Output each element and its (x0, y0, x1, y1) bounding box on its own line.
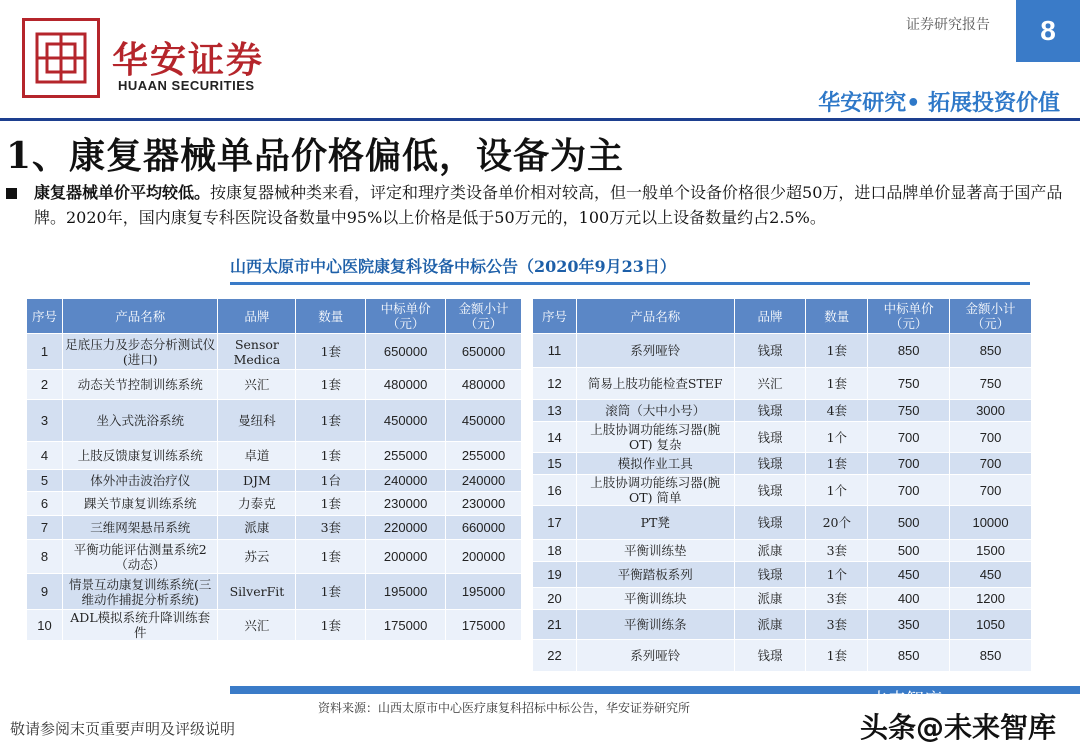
table-cell: 200000 (366, 540, 446, 574)
table-cell: 230000 (366, 492, 446, 516)
column-header: 产品名称 (576, 299, 734, 334)
watermark-main: 头条@未来智库 (860, 711, 1057, 744)
table-row (27, 442, 522, 470)
table-cell: 3 (27, 400, 63, 442)
table-cell: 钱璟 (734, 422, 806, 453)
table-cell: 350 (868, 610, 950, 640)
table-cell: 系列哑铃 (576, 334, 734, 368)
table-cell: 700 (950, 422, 1032, 453)
table-cell: 派康 (734, 588, 806, 610)
bottom-accent-bar (230, 686, 1080, 694)
column-header: 品牌 (218, 299, 296, 334)
table-cell: 平衡功能评估测量系统2（动态） (62, 540, 218, 574)
page-title: 1、康复器械单品价格偏低，设备为主 (6, 135, 625, 177)
table-cell: 平衡训练块 (576, 588, 734, 610)
table-cell: 简易上肢功能检查STEF (576, 368, 734, 400)
table-row (533, 562, 1032, 588)
table-cell: 480000 (366, 370, 446, 400)
table-cell: 体外冲击波治疗仪 (62, 470, 218, 492)
table-cell: 派康 (218, 516, 296, 540)
table-cell: 18 (533, 540, 577, 562)
disclaimer-link[interactable]: 敬请参阅末页重要声明及评级说明 (10, 720, 236, 738)
table-row (533, 540, 1032, 562)
table-cell: 情景互动康复训练系统(三维动作捕捉分析系统) (62, 574, 218, 610)
table-cell: 750 (868, 368, 950, 400)
table-cell: 500 (868, 540, 950, 562)
table-cell: 14 (533, 422, 577, 453)
table-cell: 175000 (366, 610, 446, 641)
table-cell: 22 (533, 640, 577, 672)
table-cell: 上肢反馈康复训练系统 (62, 442, 218, 470)
column-header: 中标单价（元） (366, 299, 446, 334)
table-cell: 750 (950, 368, 1032, 400)
table-cell: 兴汇 (734, 368, 806, 400)
table-cell: 15 (533, 453, 577, 475)
table-cell: 12 (533, 368, 577, 400)
table-cell: 255000 (446, 442, 522, 470)
table-cell: 21 (533, 610, 577, 640)
table-row (533, 640, 1032, 672)
table-cell: 195000 (366, 574, 446, 610)
table-cell: 700 (868, 453, 950, 475)
logo-name-cn: 华安证券 (112, 39, 265, 81)
table-cell: 1套 (296, 442, 366, 470)
caption-underline (230, 282, 1030, 285)
table-row (533, 334, 1032, 368)
table-cell: 650000 (366, 334, 446, 370)
column-header: 中标单价（元） (868, 299, 950, 334)
table-cell: 1套 (296, 574, 366, 610)
table-cell: 踝关节康复训练系统 (62, 492, 218, 516)
table-row (27, 492, 522, 516)
table-cell: PT凳 (576, 506, 734, 540)
column-header: 金额小计（元） (950, 299, 1032, 334)
table-cell: 8 (27, 540, 63, 574)
logo-name-en: HUAAN SECURITIES (118, 78, 255, 93)
table-cell: 1套 (296, 334, 366, 370)
table-cell: 700 (950, 475, 1032, 506)
table-cell: 兴汇 (218, 610, 296, 641)
table-cell: 650000 (446, 334, 522, 370)
table-cell: 450 (950, 562, 1032, 588)
table-cell: 1套 (296, 492, 366, 516)
table-cell: 滚筒（大中小号） (576, 400, 734, 422)
table-cell: 1200 (950, 588, 1032, 610)
table-cell: 1500 (950, 540, 1032, 562)
table-cell: 3套 (806, 610, 868, 640)
column-header: 产品名称 (62, 299, 218, 334)
summary-paragraph (34, 180, 1070, 230)
table-cell: 钱璟 (734, 334, 806, 368)
table-cell: 1050 (950, 610, 1032, 640)
table-cell: 700 (950, 453, 1032, 475)
table-cell: 1套 (296, 610, 366, 641)
table-cell: 240000 (446, 470, 522, 492)
table-cell: 20个 (806, 506, 868, 540)
table-cell: 200000 (446, 540, 522, 574)
table-cell: 坐入式洗浴系统 (62, 400, 218, 442)
table-cell: 20 (533, 588, 577, 610)
table-cell: 上肢协调功能练习器(腕OT) 简单 (576, 475, 734, 506)
source-note: 资料来源：山西太原市中心医疗康复科招标中标公告，华安证券研究所 (318, 701, 691, 715)
table-cell: 苏云 (218, 540, 296, 574)
bid-table-left (26, 298, 522, 641)
table-cell: 钱璟 (734, 640, 806, 672)
table-cell: 500 (868, 506, 950, 540)
table-row (27, 370, 522, 400)
bullet-square-icon (6, 188, 17, 199)
paragraph-body: 按康复器械种类来看，评定和理疗类设备单价相对较高，但一般单个设备价格很少超50万，进口品牌单价显著高于国产品牌。2020年，国内康复专科医院设备数量中95%以上价格是低于50万元的，100万元以上设备数量约占2.5%。 (34, 183, 1063, 227)
table-cell: ADL模拟系统升降训练套件 (62, 610, 218, 641)
table-cell: 17 (533, 506, 577, 540)
table-cell: 850 (950, 334, 1032, 368)
logo-emblem-icon (33, 30, 89, 86)
column-header: 品牌 (734, 299, 806, 334)
table-cell: 450 (868, 562, 950, 588)
table-cell: 19 (533, 562, 577, 588)
table-cell: 1套 (806, 334, 868, 368)
table-row (27, 400, 522, 442)
table-cell: 750 (868, 400, 950, 422)
table-cell: 力泰克 (218, 492, 296, 516)
table-cell: 派康 (734, 610, 806, 640)
table-cell: 3套 (806, 588, 868, 610)
table-cell: 动态关节控制训练系统 (62, 370, 218, 400)
table-cell: 11 (533, 334, 577, 368)
table-row (533, 610, 1032, 640)
table-cell: 兴汇 (218, 370, 296, 400)
table-cell: 700 (868, 422, 950, 453)
table-cell: 5 (27, 470, 63, 492)
column-header: 序号 (27, 299, 63, 334)
table-cell: 400 (868, 588, 950, 610)
table-cell: 曼纽科 (218, 400, 296, 442)
table-row (533, 368, 1032, 400)
table-cell: 850 (868, 640, 950, 672)
table-cell: 钱璟 (734, 562, 806, 588)
table-cell: 平衡踏板系列 (576, 562, 734, 588)
table-cell: 系列哑铃 (576, 640, 734, 672)
column-header: 数量 (806, 299, 868, 334)
table-cell: 卓道 (218, 442, 296, 470)
table-cell: 450000 (366, 400, 446, 442)
table-cell: 足底压力及步态分析测试仪(进口) (62, 334, 218, 370)
table-row (533, 400, 1032, 422)
logo-mark (22, 18, 100, 98)
bid-table-right (532, 298, 1032, 672)
table-row (27, 334, 522, 370)
table-cell: 10000 (950, 506, 1032, 540)
table-cell: 平衡训练垫 (576, 540, 734, 562)
table-cell: 850 (868, 334, 950, 368)
table-cell: 1套 (806, 640, 868, 672)
table-cell: Sensor Medica (218, 334, 296, 370)
table-row (27, 470, 522, 492)
column-header: 序号 (533, 299, 577, 334)
table-cell: 6 (27, 492, 63, 516)
table-cell: 10 (27, 610, 63, 641)
table-cell: 上肢协调功能练习器(腕OT) 复杂 (576, 422, 734, 453)
table-cell: 钱璟 (734, 506, 806, 540)
paragraph-lead: 康复器械单价平均较低。 (34, 183, 211, 202)
table-cell: 3000 (950, 400, 1032, 422)
table-cell: 钱璟 (734, 400, 806, 422)
table-cell: 4套 (806, 400, 868, 422)
table-row (27, 540, 522, 574)
table-row (533, 475, 1032, 506)
table-cell: DJM (218, 470, 296, 492)
table-cell: 3套 (806, 540, 868, 562)
table-row (27, 516, 522, 540)
table-cell: 16 (533, 475, 577, 506)
table-cell: 13 (533, 400, 577, 422)
table-cell: 230000 (446, 492, 522, 516)
table-cell: 850 (950, 640, 1032, 672)
table-cell: 1套 (296, 540, 366, 574)
column-header: 数量 (296, 299, 366, 334)
page-number: 8 (1016, 0, 1080, 62)
table-cell: 2 (27, 370, 63, 400)
table-cell: 4 (27, 442, 63, 470)
header-divider (0, 118, 1080, 121)
table-body (533, 334, 1032, 672)
table-cell: 1套 (296, 400, 366, 442)
table-caption: 山西太原市中心医院康复科设备中标公告（2020年9月23日） (230, 257, 676, 276)
watermark-top: 未来智库 (870, 690, 942, 711)
table-header-row (533, 299, 1032, 334)
table-cell: 9 (27, 574, 63, 610)
table-row (27, 574, 522, 610)
table-body (27, 334, 522, 641)
table-cell: 450000 (446, 400, 522, 442)
table-cell: 1台 (296, 470, 366, 492)
table-cell: SilverFit (218, 574, 296, 610)
table-row (533, 588, 1032, 610)
table-row (533, 422, 1032, 453)
table-cell: 240000 (366, 470, 446, 492)
table-cell: 平衡训练条 (576, 610, 734, 640)
table-cell: 1套 (806, 368, 868, 400)
table-cell: 660000 (446, 516, 522, 540)
table-cell: 1 (27, 334, 63, 370)
table-cell: 220000 (366, 516, 446, 540)
table-cell: 480000 (446, 370, 522, 400)
slogan: 华安研究• 拓展投资价值 (818, 91, 1060, 116)
table-cell: 3套 (296, 516, 366, 540)
table-cell: 7 (27, 516, 63, 540)
table-header-row (27, 299, 522, 334)
table-cell: 1套 (806, 453, 868, 475)
table-cell: 三维网架悬吊系统 (62, 516, 218, 540)
report-type-label: 证券研究报告 (906, 17, 990, 33)
table-cell: 700 (868, 475, 950, 506)
table-cell: 模拟作业工具 (576, 453, 734, 475)
table-cell: 1个 (806, 422, 868, 453)
table-cell: 255000 (366, 442, 446, 470)
table-cell: 195000 (446, 574, 522, 610)
table-row (533, 453, 1032, 475)
table-cell: 1个 (806, 475, 868, 506)
table-cell: 钱璟 (734, 475, 806, 506)
table-cell: 派康 (734, 540, 806, 562)
table-cell: 1个 (806, 562, 868, 588)
table-row (27, 610, 522, 641)
table-cell: 175000 (446, 610, 522, 641)
table-cell: 钱璟 (734, 453, 806, 475)
table-cell: 1套 (296, 370, 366, 400)
column-header: 金额小计（元） (446, 299, 522, 334)
table-row (533, 506, 1032, 540)
